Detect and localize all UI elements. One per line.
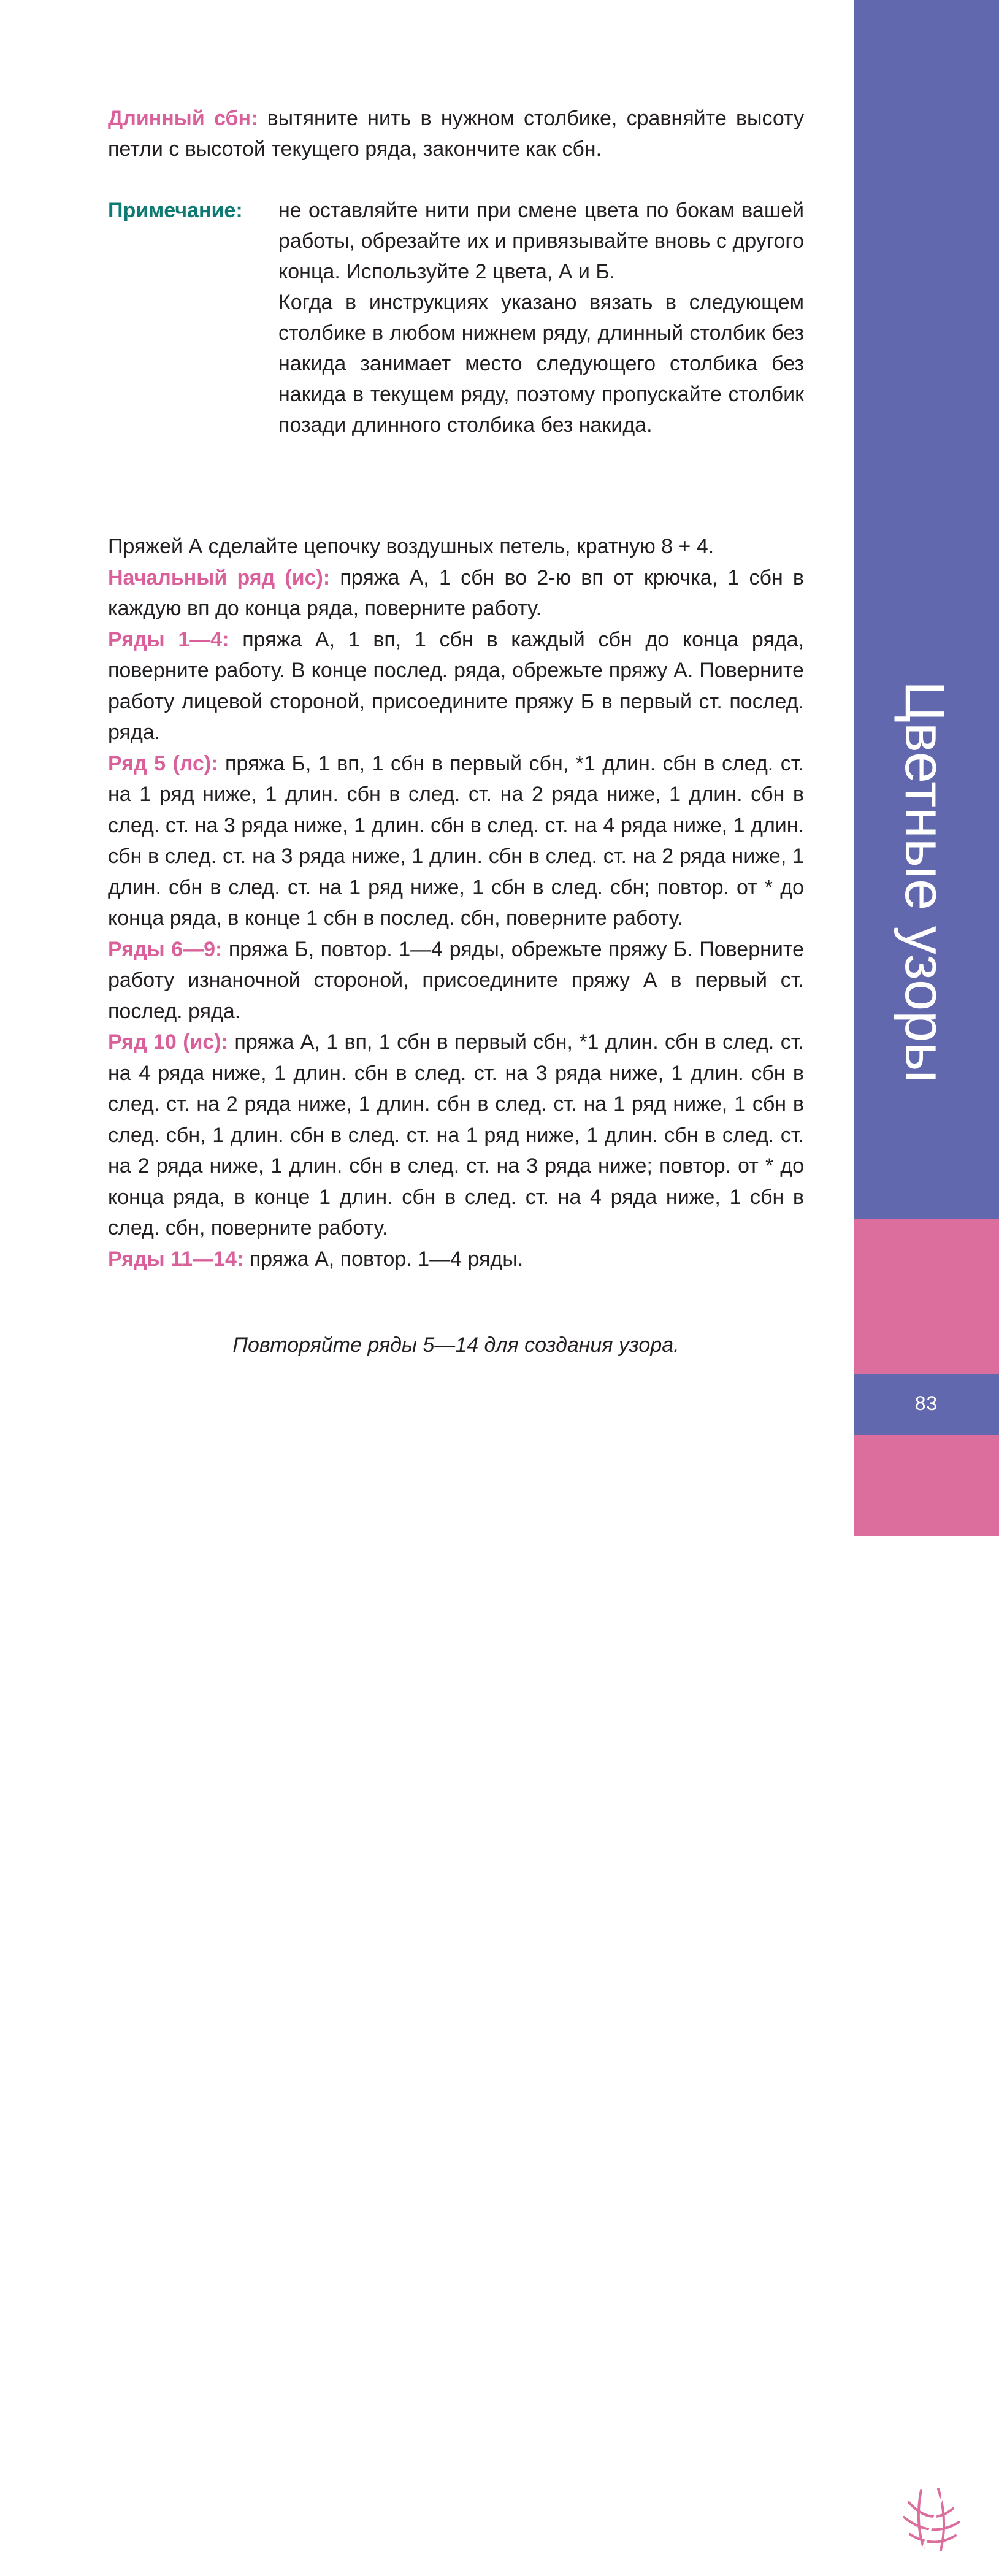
row-instruction [108,1027,804,1244]
row-label: Ряд 5 (лс): [108,751,218,775]
intro-label: Длинный сбн: [108,107,258,130]
note-label: Примечание: [108,199,243,222]
intro-text: вытяните нить в нужном столбике, сравняйте высоту петли с высотой текущего ряда, закончите как сбн. [108,107,804,161]
row-instruction [108,562,804,624]
row-text: пряжа А, повтор. 1—4 ряды. [243,1247,524,1271]
note-paragraph: не оставляйте нити при смене цвета по бокам вашей работы, обрезайте их и привязывайте вновь с другого конца. Используйте 2 цвета, А и Б. [278,199,804,283]
row-label: Ряды 11—14: [108,1247,244,1271]
row-instruction [108,748,804,934]
side-band-bottom [854,1435,999,1536]
side-band-pink [854,1219,999,1374]
section-title: Цветные узоры [894,681,956,1083]
row-text: пряжа Б, 1 вп, 1 сбн в первый сбн, *1 длин. сбн в след. ст. на 1 ряд ниже, 1 длин. сбн в след. ст. на 2 ряда ниже, 1 длин. сбн в след. ст. на 3 ряда ниже, 1 длин. сбн в след. ст. на 4 ряда ниже, 1 длин. сбн в след. ст. на 3 ряда ниже, 1 длин. сбн в след. ст. на 2 ряда ниже, 1 длин. сбн в след. ст. на 1 ряд ниже, 1 сбн в след. сбн; повтор. от * до конца ряда, в конце 1 сбн в послед. сбн, поверните работу. [108,751,804,930]
intro-paragraph [108,103,804,164]
row-label: Ряды 6—9: [108,937,223,961]
side-band-footer [854,1374,999,1435]
note-body [278,195,804,440]
note-paragraph: Когда в инструкциях указано вязать в следующем столбике в любом нижнем ряду, длинный столбик без накида занимает место следующего столбика без накида в текущем ряду, поэтому пропускайте столбик позади длинного столбика без накида. [278,291,804,437]
row-text: пряжа Б, повтор. 1—4 ряды, обрежьте пряжу Б. Поверните работу изнаночной стороной, присоедините пряжу А в первый ст. послед. ряда. [108,937,804,1023]
row-text: пряжа А, 1 вп, 1 сбн в первый сбн, *1 длин. сбн в след. ст. на 4 ряда ниже, 1 длин. сбн в след. ст. на 3 ряда ниже, 1 длин. сбн в след. ст. на 2 ряда ниже, 1 длин. сбн в след. ст. на 1 ряд ниже, 1 сбн в след. сбн, 1 длин. сбн в след. ст. на 1 ряд ниже, 1 длин. сбн в след. ст. на 2 ряда ниже, 1 длин. сбн в след. ст. на 3 ряда ниже; повтор. от * до конца ряда, в конце 1 длин. сбн в след. ст. на 4 ряда ниже, 1 сбн в след. сбн, поверните работу. [108,1030,804,1240]
row-instruction [108,1244,804,1275]
row-instruction [108,624,804,748]
side-band [854,0,999,1536]
row-label: Ряды 1—4: [108,627,229,651]
row-label: Начальный ряд (ис): [108,565,331,589]
page-number: 83 [914,1392,938,1414]
row-text: пряжа А, 1 вп, 1 сбн в каждый сбн до конца ряда, поверните работу. В конце послед. ряда, обрежьте пряжу А. Поверните работу лицевой стороной, присоедините пряжу Б в первый ст. послед. ряда. [108,627,804,744]
yarn-ball-icon [872,2466,976,2576]
row-instruction [108,934,804,1027]
repeat-note: Повторяйте ряды 5—14 для создания узора. [232,1333,679,1357]
chain-instruction: Пряжей А сделайте цепочку воздушных петель, кратную 8 + 4. [108,535,714,558]
side-band-blue [854,0,999,1219]
row-text: пряжа А, 1 сбн во 2-ю вп от крючка, 1 сбн в каждую вп до конца ряда, поверните работу. [108,565,804,620]
row-label: Ряд 10 (ис): [108,1030,228,1054]
instructions [108,531,804,1275]
